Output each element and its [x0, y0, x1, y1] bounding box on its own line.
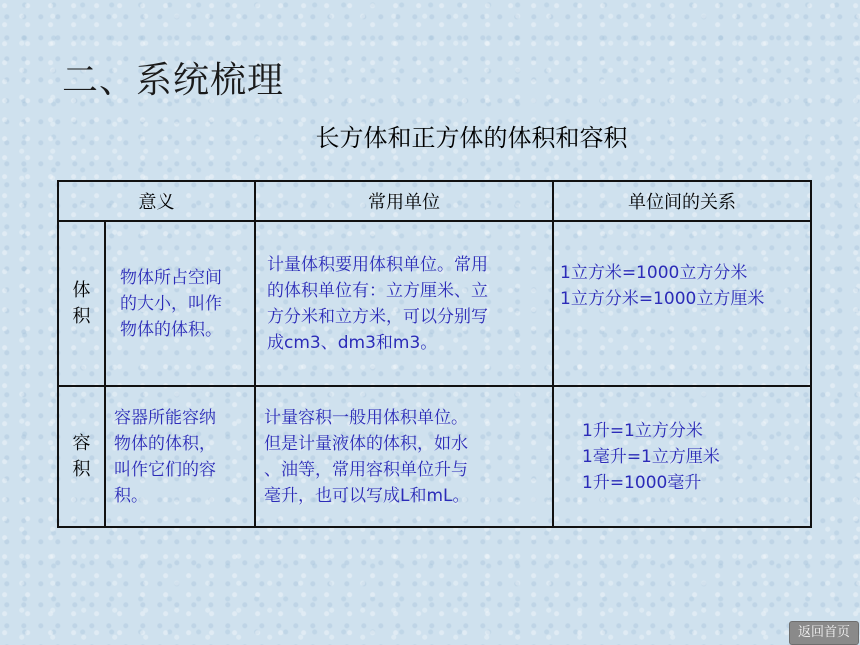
table-row-capacity	[58, 386, 811, 527]
cell-line: 1毫升=1立方厘米	[582, 446, 720, 467]
row-label-char: 积	[72, 458, 91, 480]
cell-line: 叫作它们的容	[114, 459, 216, 480]
cell-line: 物体所占空间	[120, 267, 222, 288]
row-label-char: 容	[72, 432, 91, 454]
cell-line: 物体的体积。	[120, 319, 222, 340]
cell-line: 成cm3、dm3和m3。	[267, 332, 438, 353]
cell-line: 容器所能容纳	[114, 407, 216, 428]
cell-volume-meaning	[105, 221, 255, 386]
cell-capacity-relations	[553, 386, 811, 527]
cell-line: 1升=1立方分米	[582, 420, 703, 441]
row-label-capacity	[58, 386, 105, 527]
cell-line: 计量容积一般用体积单位。	[264, 407, 468, 428]
row-label-char: 体	[72, 279, 91, 301]
cell-line: 方分米和立方米，可以分别写	[267, 306, 488, 327]
cell-line: 计量体积要用体积单位。常用	[267, 254, 488, 275]
cell-volume-relations	[553, 221, 811, 386]
cell-capacity-meaning	[105, 386, 255, 527]
cell-line: 积。	[114, 485, 148, 506]
return-home-button[interactable]: 返回首页	[789, 621, 859, 645]
header-meaning: 意义	[58, 181, 255, 221]
cell-line: 的体积单位有：立方厘米、立	[267, 280, 488, 301]
cell-line: 1升=1000毫升	[582, 472, 702, 493]
header-units: 常用单位	[255, 181, 553, 221]
cell-line: 物体的体积，	[114, 433, 216, 454]
cell-capacity-units	[255, 386, 553, 527]
row-label-char: 积	[72, 305, 91, 327]
header-row	[58, 181, 811, 221]
table-row-volume	[58, 221, 811, 386]
cell-line: 的大小，叫作	[120, 293, 222, 314]
table-title: 长方体和正方体的体积和容积	[315, 124, 628, 152]
cell-line: 1立方米=1000立方分米	[560, 263, 748, 283]
volume-capacity-table	[57, 180, 812, 528]
cell-line: 1立方分米=1000立方厘米	[560, 289, 765, 309]
row-label-volume	[58, 221, 105, 386]
header-relations: 单位间的关系	[553, 181, 811, 221]
cell-line: 但是计量液体的体积，如水	[264, 433, 468, 454]
cell-line: 毫升，也可以写成L和mL。	[264, 485, 470, 506]
slide-title: 二、系统梳理	[62, 60, 285, 101]
cell-volume-units	[255, 221, 553, 386]
cell-line: 、油等，常用容积单位升与	[264, 459, 468, 480]
